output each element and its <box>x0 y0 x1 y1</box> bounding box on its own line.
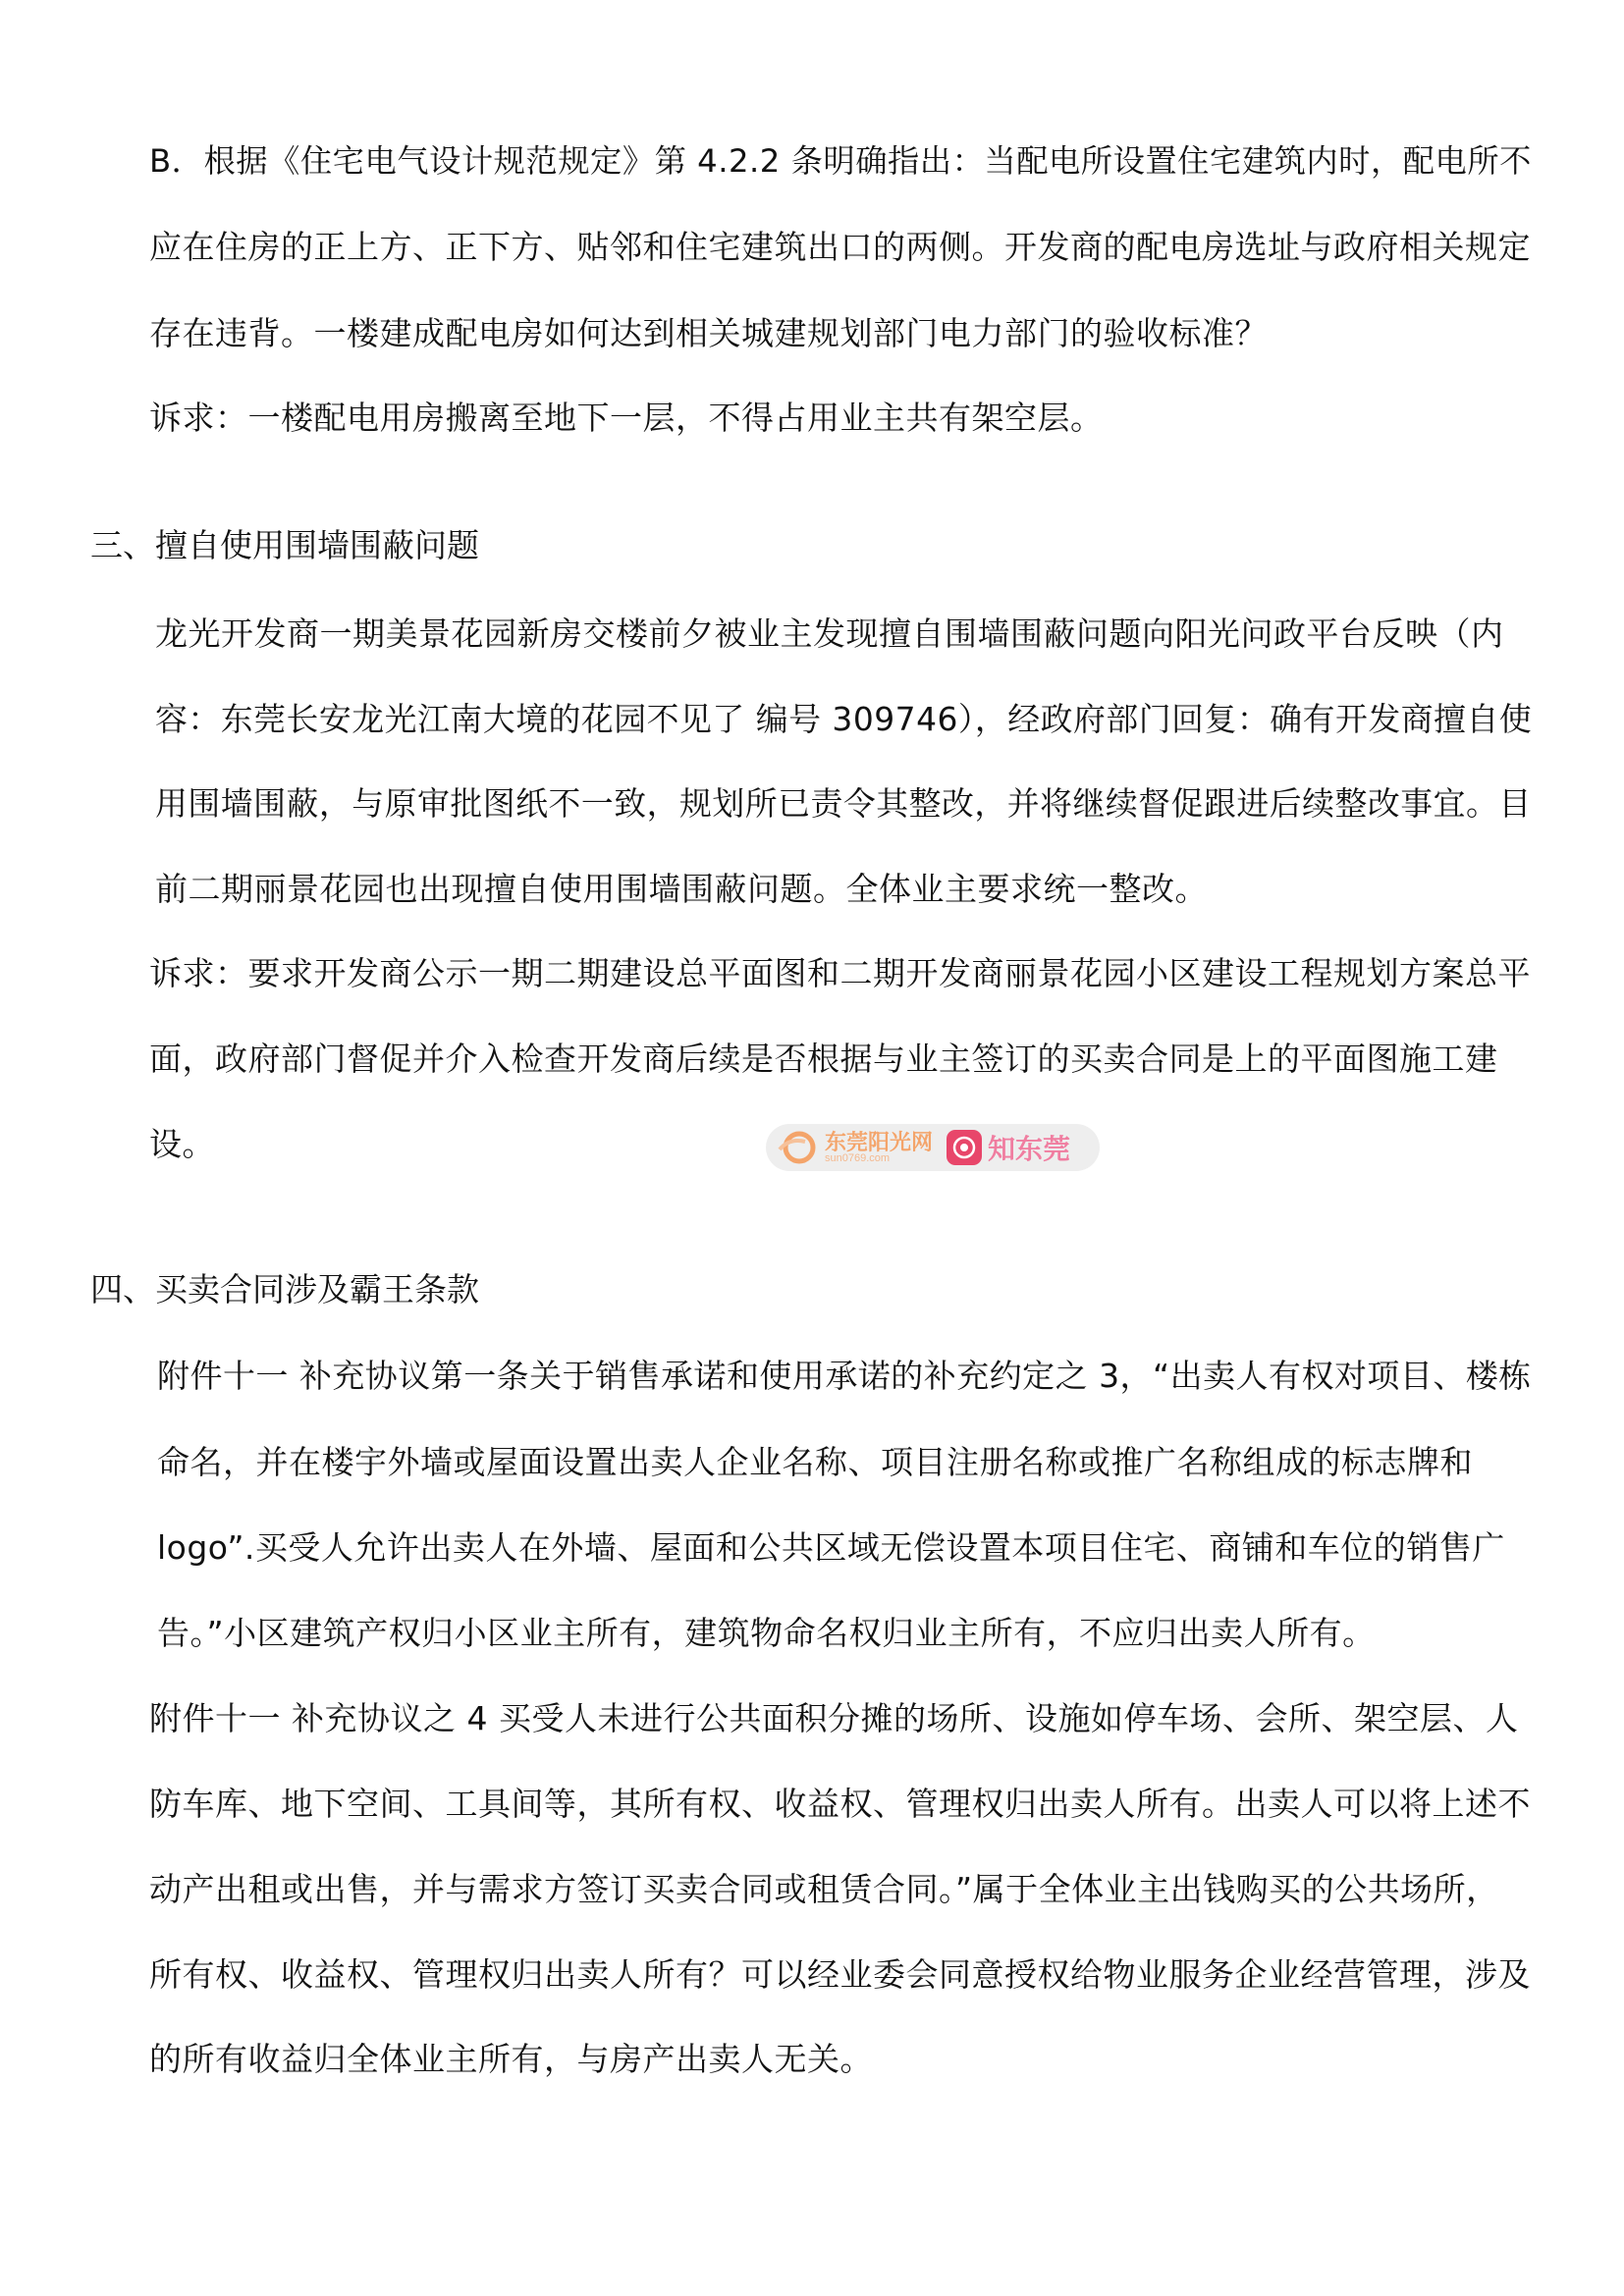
paragraph-line: 命名，并在楼宇外墙或屋面设置出卖人企业名称、项目注册名称或推广名称组成的标志牌和 <box>157 1443 1473 1481</box>
sun-logo-icon <box>776 1128 819 1167</box>
paragraph-line: 设。 <box>149 1125 215 1163</box>
paragraph-line: 用围墙围蔽，与原审批图纸不一致，规划所已责令其整改，并将继续督促跟进后续整改事宜。目 <box>155 784 1532 823</box>
watermark-brand1-name: 东莞阳光网 <box>825 1129 934 1154</box>
paragraph-line: 容：东莞长安龙光江南大境的花园不见了 编号 309746），经政府部门回复：确有开发商擅自使 <box>155 700 1533 738</box>
watermark-brand1-url: sun0769.com <box>825 1151 891 1164</box>
paragraph-line: 防车库、地下空间、工具间等，其所有权、收益权、管理权归出卖人所有。出卖人可以将上述不 <box>149 1785 1531 1823</box>
watermark-brand1 <box>825 1129 934 1164</box>
paragraph-line: 诉求：一楼配电用房搬离至地下一层，不得占用业主共有架空层。 <box>149 399 1104 437</box>
paragraph-line: 的所有收益归全体业主所有，与房产出卖人无关。 <box>149 2040 873 2078</box>
paragraph-line: 告。”小区建筑产权归小区业主所有，建筑物命名权归业主所有，不应归出卖人所有。 <box>157 1614 1376 1652</box>
paragraph-line: 龙光开发商一期美景花园新房交楼前夕被业主发现擅自围墙围蔽问题向阳光问政平台反映（内 <box>155 614 1504 653</box>
section-heading: 四、买卖合同涉及霸王条款 <box>90 1270 479 1308</box>
paragraph-line: 附件十一 补充协议之 4 买受人未进行公共面积分摊的场所、设施如停车场、会所、架空层、人 <box>149 1699 1519 1737</box>
paragraph-line: 诉求：要求开发商公示一期二期建设总平面图和二期开发商丽景花园小区建设工程规划方案总平 <box>149 954 1531 992</box>
paragraph-line: 所有权、收益权、管理权归出卖人所有？可以经业委会同意授权给物业服务企业经营管理，涉及 <box>149 1955 1531 1994</box>
paragraph-line: B．根据《住宅电气设计规范规定》第 4.2.2 条明确指出：当配电所设置住宅建筑内时，配电所不 <box>149 142 1532 180</box>
paragraph-line: 动产出租或出售，并与需求方签订买卖合同或租赁合同。”属于全体业主出钱购买的公共场所， <box>149 1870 1499 1908</box>
section-heading: 三、擅自使用围墙围蔽问题 <box>90 526 479 564</box>
paragraph-line: logo”.买受人允许出卖人在外墙、屋面和公共区域无偿设置本项目住宅、商铺和车位的销售广 <box>157 1528 1505 1567</box>
watermark <box>766 1124 1100 1171</box>
eye-logo-icon <box>947 1130 982 1165</box>
paragraph-line: 面，政府部门督促并介入检查开发商后续是否根据与业主签订的买卖合同是上的平面图施工建 <box>149 1040 1498 1078</box>
paragraph-line: 前二期丽景花园也出现擅自使用围墙围蔽问题。全体业主要求统一整改。 <box>155 870 1208 908</box>
paragraph-line: 附件十一 补充协议第一条关于销售承诺和使用承诺的补充约定之 3，“出卖人有权对项目、楼栋 <box>157 1357 1532 1395</box>
watermark-brand2-name: 知东莞 <box>988 1134 1071 1164</box>
paragraph-line: 应在住房的正上方、正下方、贴邻和住宅建筑出口的两侧。开发商的配电房选址与政府相关规定 <box>149 228 1531 266</box>
paragraph-line: 存在违背。一楼建成配电房如何达到相关城建规划部门电力部门的验收标准？ <box>149 314 1268 352</box>
